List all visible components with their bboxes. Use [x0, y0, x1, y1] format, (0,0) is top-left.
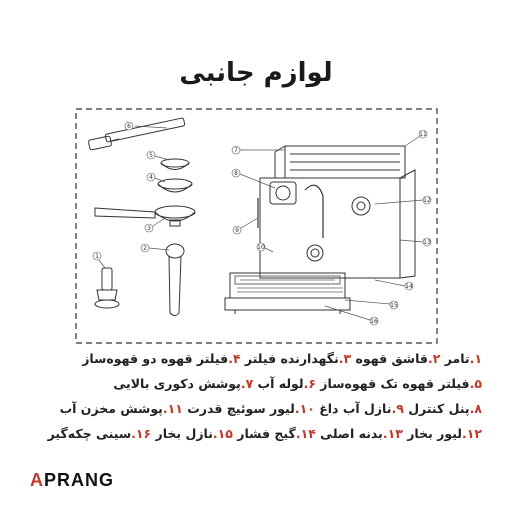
callout-8: 8	[234, 170, 238, 177]
page-title: لوازم جانبی	[179, 58, 333, 88]
parts-caption-list	[30, 346, 482, 446]
callout-16: 16	[370, 318, 378, 325]
callout-15: 15	[390, 302, 398, 309]
caption-line-1: ۱.تامر ۲.قاشق قهوه ۳.نگهدارنده فیلتر ۴.فیلتر قهوه دو قهوه‌ساز	[82, 351, 482, 366]
callout-9: 9	[235, 227, 239, 234]
diagram-frame	[76, 109, 437, 343]
callout-10: 10	[257, 244, 265, 251]
callout-14: 14	[405, 283, 413, 290]
callout-3: 3	[147, 225, 151, 232]
callout-11: 11	[419, 131, 427, 138]
caption-line-2: ۵.فیلتر قهوه تک قهوه‌ساز ۶.لوله آب ۷.پوشش دکوری بالایی	[113, 376, 482, 391]
tamper-drawing	[95, 268, 119, 308]
callout-13: 13	[423, 239, 431, 246]
machine-body-drawing	[225, 146, 415, 314]
callout-1: 1	[95, 253, 99, 260]
callout-5: 5	[149, 152, 153, 159]
brand-logo-text: PRANG	[44, 470, 115, 490]
callout-7: 7	[234, 147, 238, 154]
caption-line-3: ۸.پنل کنترل ۹.نازل آب داغ ۱۰.لیور سوئیچ قدرت ۱۱.پوشش مخزن آب	[59, 401, 482, 416]
water-pipe-drawing	[88, 118, 185, 150]
callout-4: 4	[149, 174, 153, 181]
machine-diagram	[75, 108, 438, 344]
brand-logo-accent: A	[30, 470, 44, 490]
caption-line-4: ۱۲.لیور بخار ۱۳.بدنه اصلی ۱۴.گیج فشار ۱۵.نازل بخار ۱۶.سینی چکه‌گیر	[47, 426, 482, 441]
callout-12: 12	[423, 197, 431, 204]
coffee-spoon-drawing	[166, 244, 184, 316]
portafilter-drawing	[95, 206, 195, 226]
callout-6: 6	[127, 123, 131, 130]
brand-logo	[30, 470, 114, 491]
callout-2: 2	[143, 245, 147, 252]
filter-basket-single-drawing	[161, 159, 189, 170]
